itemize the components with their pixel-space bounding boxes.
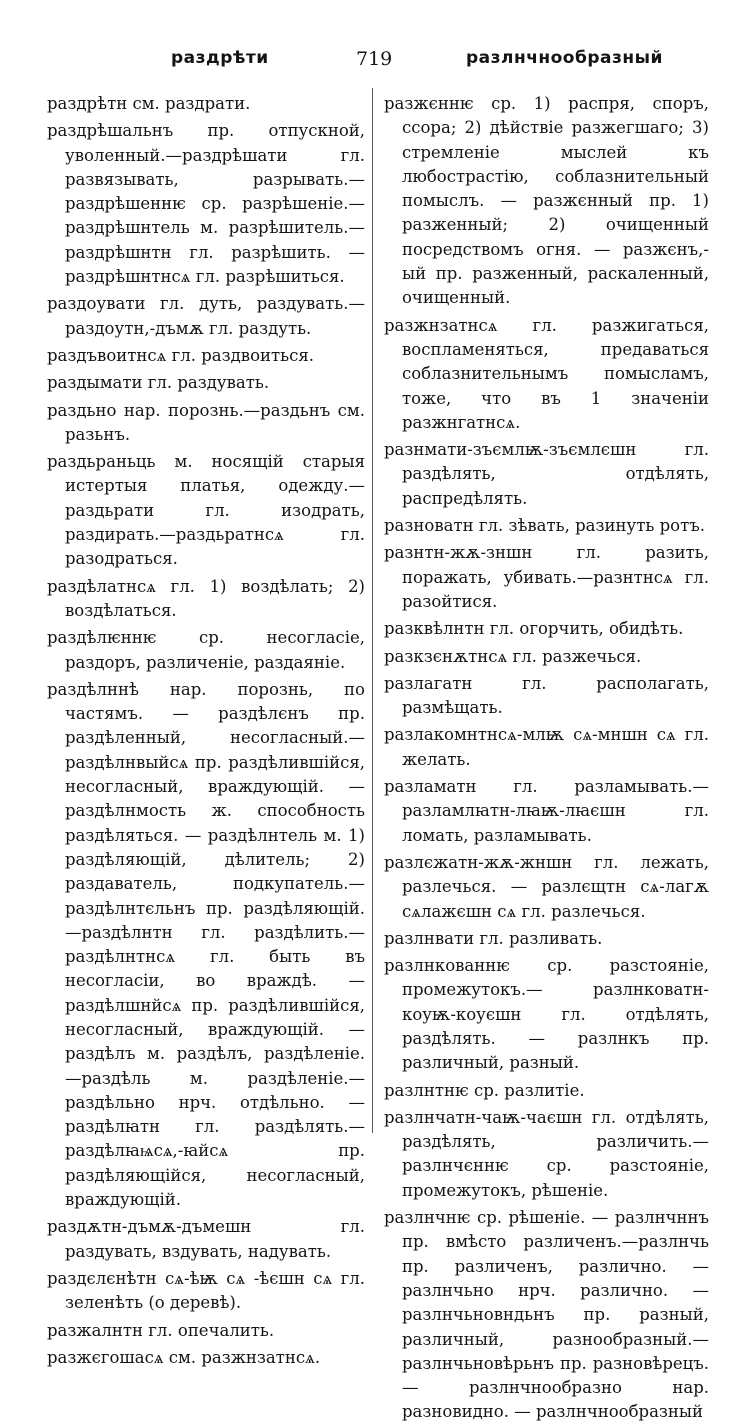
dictionary-entry: раздѣлатнсѧ гл. 1) воздѣлать; 2) воздѣлаться. — [47, 576, 365, 620]
dictionary-entry: разлнчатн-чаѭ-чаєшн гл. отдѣлять, раздѣлять, различить.—разлнчєннѥ ср. разстояніе, промежутокъ, рѣшеніе. — [384, 1107, 709, 1200]
dictionary-entry: раздымати гл. раздувать. — [47, 373, 270, 393]
dictionary-entry: разлнкованнѥ ср. разстояніе, промежутокъ.— разлнковатн-коуѭ-коуєшн гл. отдѣлять, раздѣлять. — разлнкъ пр. различный, разный. — [384, 956, 709, 1073]
page-header — [48, 48, 710, 78]
dictionary-entry: разнмати-зъємлѭ-зъємлєшн гл. раздѣлять, отдѣлять, распредѣлять. — [384, 440, 709, 508]
dictionary-entry: разжєгошасѧ см. разжнзатнсѧ. — [47, 1347, 321, 1367]
dictionary-entry: разквѣлнтн гл. огорчить, обидѣть. — [384, 619, 684, 639]
dictionary-entry: разламатн гл. разламывать.—разламлꙗтн-лꙗѭ-лꙗєшн гл. ломать, разламывать. — [384, 777, 709, 845]
dictionary-entry: разлакомнтнсѧ-млѭ сѧ-мншн сѧ гл. желать. — [384, 725, 709, 769]
dictionary-entry: раздьраньць м. носящій старыя истертыя платья, одежду.—раздьрати гл. изодрать, раздирать.—раздьратнсѧ гл. разодраться. — [47, 452, 365, 569]
dictionary-entry: разлнчнѥ ср. рѣшеніе. — разлнчннъ пр. вмѣсто различенъ.—разлнчь пр. различенъ, различно. — разлнчьно нрч. различно. — разлнчьновндьнъ пр. разный, различный, разнообразный.—разлнчьновѣрьнъ пр. разновѣрецъ. — разлнчнообразно нар. разновидно. — разлнчнообразный — [384, 1208, 709, 1422]
dictionary-entry: раздьно нар. порознь.—раздьнъ см. разьнъ. — [47, 400, 365, 444]
dictionary-entry: разноватн гл. зѣвать, разинуть ротъ. — [384, 516, 705, 536]
dictionary-entry: раздѫтн-дъмѫ-дъмешн гл. раздувать, вздувать, надувать. — [47, 1217, 365, 1261]
dictionary-entry: раздоувати гл. дуть, раздувать.—раздоутн,-дъмѫ гл. раздуть. — [47, 294, 365, 338]
page-number: 719 — [356, 48, 393, 70]
dictionary-entry: разжнзатнсѧ гл. разжигаться, воспламеняться, предаваться соблазнительнымъ помысламъ, тоже, что въ 1 значеніи разжнгатнсѧ. — [384, 315, 709, 432]
right-column — [384, 92, 709, 1428]
dictionary-entry: раздрѣшальнъ пр. отпускной, уволенный.—раздрѣшати гл. развязывать, разрывать.—раздрѣшеннѥ ср. разрѣшеніе.—раздрѣшнтель м. разрѣшитель.—раздрѣшнтн гл. разрѣшить. — раздрѣшнтнсѧ гл. разрѣшиться. — [47, 121, 365, 287]
dictionary-entry: разлнвати гл. разливать. — [384, 928, 603, 948]
dictionary-entry: раздєлєнѣтн сѧ-ѣѭ сѧ -ѣєшн сѧ гл. зеленѣть (о деревѣ). — [47, 1268, 365, 1313]
dictionary-entry: разжалнтн гл. опечалить. — [47, 1320, 275, 1340]
dictionary-entry: раздѣлѥннѥ ср. несогласіе, раздоръ, различеніе, раздаяніе. — [47, 628, 365, 672]
dictionary-entry: разлнтнѥ ср. разлитіе. — [384, 1080, 585, 1100]
left-column — [47, 92, 365, 1373]
dictionary-entry: разлагатн гл. располагать, размѣщать. — [384, 673, 709, 718]
dictionary-entry: раздрѣтн см. раздрати. — [47, 94, 251, 113]
column-divider — [372, 88, 373, 1133]
dictionary-entry: разжєннѥ ср. 1) распря, споръ, ссора; 2) дѣйствіе разжегшаго; 3) стремленіе мыслей къ любострастію, соблазнительный помыслъ. — разжєнный пр. 1) разженный; 2) очищенный посредствомъ огня. — разжєнъ,-ый пр. разженный, раскаленный, очищенный. — [384, 94, 709, 308]
dictionary-entry: разкзєнѫтнсѧ гл. разжечься. — [384, 646, 642, 666]
right-running-headword: разлнчнообразный — [466, 48, 663, 68]
dictionary-entry: раздѣлннѣ нар. порознь, по частямъ. — раздѣлєнъ пр. раздѣленный, несогласный.—раздѣлнвыйсѧ пр. раздѣлившійся, несогласный, враждующій. — раздѣлнмость ж. способность раздѣляться. — раздѣлнтель м. 1) раздѣляющій, дѣлитель; 2) раздаватель, подкупатель.—раздѣлнтєльнъ пр. раздѣляющій.—раздѣлнтн гл. раздѣлить.—раздѣлнтнсѧ гл. быть въ несогласіи, во враждѣ. — раздѣлшнйсѧ пр. раздѣлившійся, несогласный, враждующій. — раздѣлъ м. раздѣлъ, раздѣленіе. —раздѣль м. раздѣленіе.—раздѣльно нрч. отдѣльно. — раздѣлꙗтн гл. раздѣлять.—раздѣлꙗѩсѧ,-ꙗйсѧ пр. раздѣляющійся, несогласный, враждующій. — [47, 679, 365, 1210]
left-running-headword: раздрѣти — [171, 48, 269, 68]
dictionary-entry: разлєжатн-жѫ-жншн гл. лежать, разлечься. — разлєщтн сѧ-лагѫ сѧлажєшн сѧ гл. разлечься. — [384, 852, 709, 921]
dictionary-entry: раздъвоитнсѧ гл. раздвоиться. — [47, 345, 315, 365]
dictionary-entry: разнтн-жѫ-зншн гл. разить, поражать, убивать.—разнтнсѧ гл. разойтися. — [384, 543, 709, 611]
